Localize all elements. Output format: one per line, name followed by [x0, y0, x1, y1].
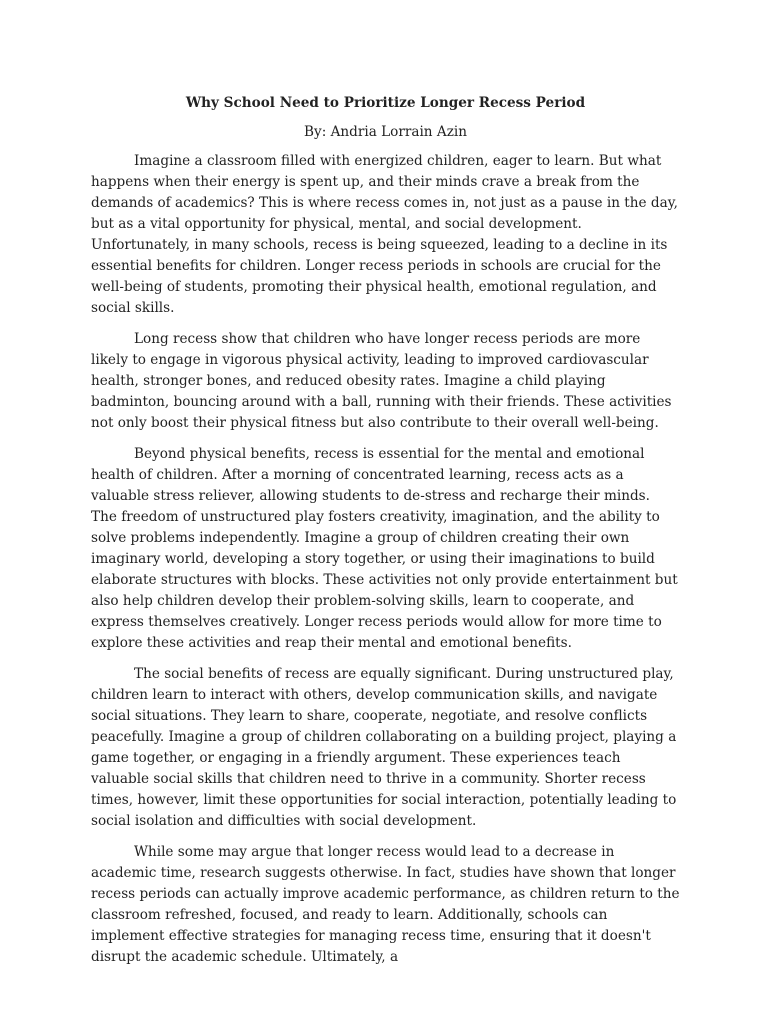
paragraph-2: Long recess show that children who have longer recess periods are more likely to engage in vigorous physical activity, leading to improved cardiovascular health, stronger bones, and reduced obesity rates. Imagine a child playing badminton, bouncing around with a ball, running with their friends. These activities not only boost their physical fitness but also contribute to their overall well-being.: [91, 331, 672, 431]
paragraph-3: Beyond physical benefits, recess is essential for the mental and emotional health of children. After a morning of concentrated learning, recess acts as a valuable stress reliever, allowing students to de-stress and recharge their minds. The freedom of unstructured play fosters creativity, imagination, and the ability to solve problems independently. Imagine a group of children creating their own imaginary world, developing a story together, or using their imaginations to build elaborate structures with blocks. These activities not only provide entertainment but also help children develop their problem-solving skills, learn to cooperate, and express themselves creatively. Longer recess periods would allow for more time to explore these activities and reap their mental and emotional benefits.: [91, 446, 678, 651]
document-title: Why School Need to Prioritize Longer Recess Period: [185, 95, 586, 111]
paragraph-5: While some may argue that longer recess would lead to a decrease in academic time, research suggests otherwise. In fact, studies have shown that longer recess periods can actually improve academic performance, as children return to the classroom refreshed, focused, and ready to learn. Additionally, schools can implement effective strategies for managing recess time, ensuring that it doesn't disrupt the academic schedule. Ultimately, a: [91, 844, 680, 965]
paragraph-1: Imagine a classroom filled with energized children, eager to learn. But what happens when their energy is spent up, and their minds crave a break from the demands of academics? This is where recess comes in, not just as a pause in the day, but as a vital opportunity for physical, mental, and social development. Unfortunately, in many schools, recess is being squeezed, leading to a decline in its essential benefits for children. Longer recess periods in schools are crucial for the well-being of students, promoting their physical health, emotional regulation, and social skills.: [91, 153, 678, 316]
document-byline: By: Andria Lorrain Azin: [304, 124, 467, 140]
paragraph-4: The social benefits of recess are equally significant. During unstructured play, children learn to interact with others, develop communication skills, and navigate social situations. They learn to share, cooperate, negotiate, and resolve conflicts peacefully. Imagine a group of children collaborating on a building project, playing a game together, or engaging in a friendly argument. These experiences teach valuable social skills that children need to thrive in a community. Shorter recess times, however, limit these opportunities for social interaction, potentially leading to social isolation and difficulties with social development.: [91, 666, 677, 829]
